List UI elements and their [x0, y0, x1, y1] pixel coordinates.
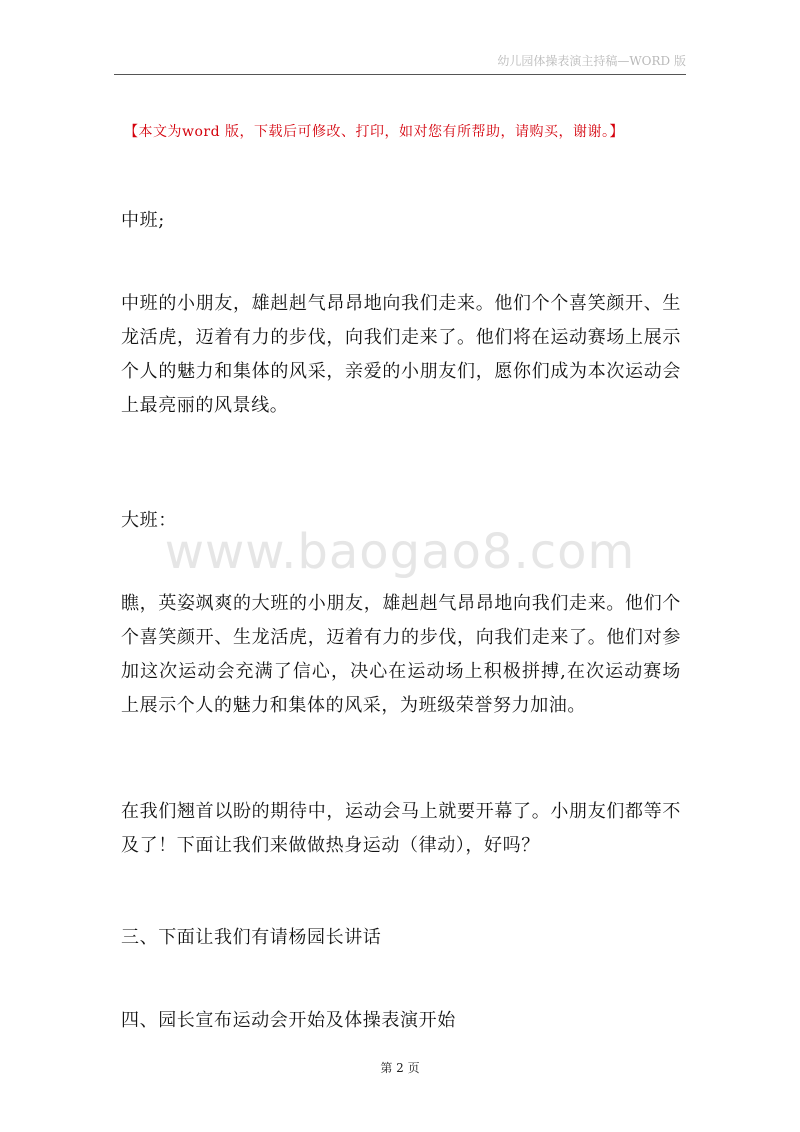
paragraph-senior-class: 瞧，英姿飒爽的大班的小朋友，雄赳赳气昂昂地向我们走来。他们个个喜笑颜开、生龙活虎，迈着有力的步伐，向我们走来了。他们对参加这次运动会充满了信心，决心在运动场上积极拼搏,在次运动赛场上展示个人的魅力和集体的风采，为班级荣誉努力加油。 [121, 593, 681, 716]
page-header: 幼儿园体操表演主持稿—WORD 版 [497, 54, 686, 68]
section-heading-senior-class: 大班： [121, 510, 177, 531]
section-heading-middle-class: 中班; [121, 210, 165, 231]
watermark: www.baogao8.com [164, 524, 636, 580]
paragraph-middle-class: 中班的小朋友，雄赳赳气昂昂地向我们走来。他们个个喜笑颜开、生龙活虎，迈着有力的步伐，向我们走来了。他们将在运动赛场上展示个人的魅力和集体的风采，亲爱的小朋友们，愿你们成为本次运动会上最亮丽的风景线。 [121, 293, 681, 416]
paragraph-warmup: 在我们翘首以盼的期待中，运动会马上就要开幕了。小朋友们都等不及了！下面让我们来做做热身运动（律动），好吗？ [121, 801, 681, 856]
header-rule [114, 74, 686, 75]
item-four-opening: 四、园长宣布运动会开始及体操表演开始 [121, 1010, 456, 1031]
item-three-speech: 三、下面让我们有请杨园长讲话 [121, 927, 382, 948]
page-number: 第 2 页 [380, 1061, 420, 1075]
purchase-notice: 【本文为word 版，下载后可修改、打印，如对您有所帮助，请购买，谢谢。】 [124, 124, 625, 140]
